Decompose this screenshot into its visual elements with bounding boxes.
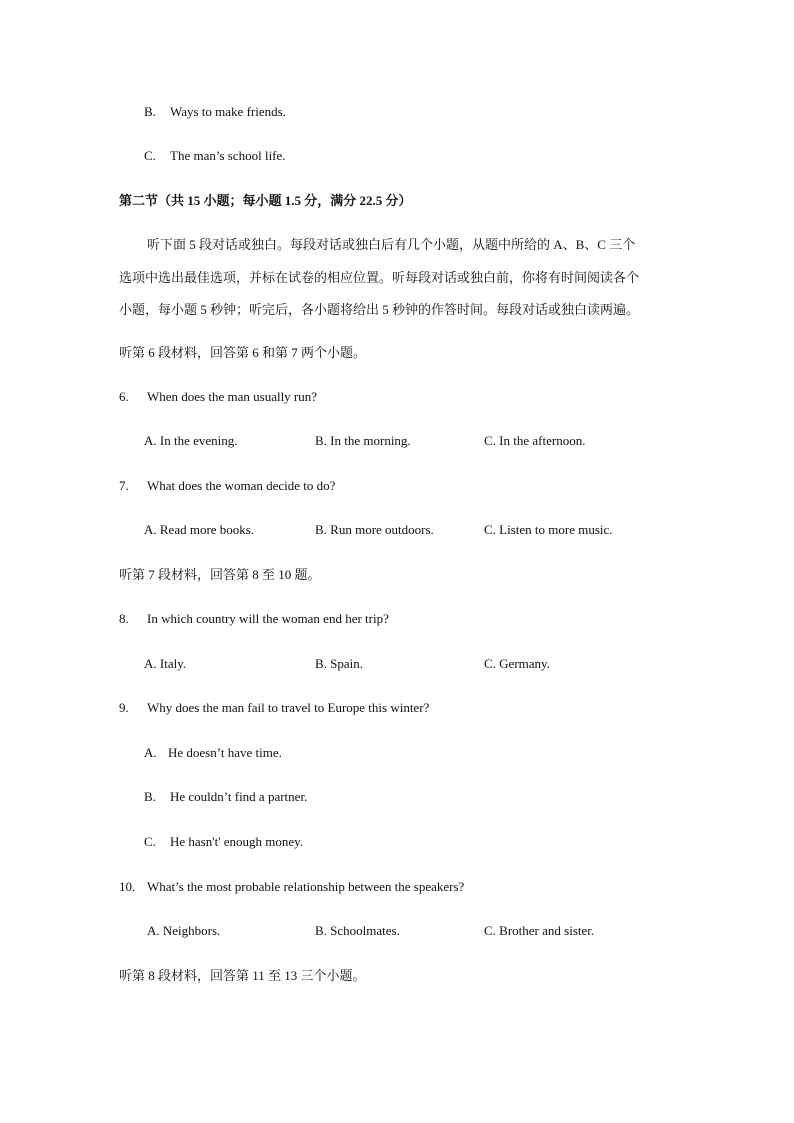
option-text: Ways to make friends.	[170, 104, 286, 119]
q10-option-a: A. Neighbors.	[147, 923, 221, 938]
question-7	[119, 478, 335, 494]
q7-option-a: A. Read more books.	[144, 522, 255, 537]
option-c	[144, 148, 286, 164]
q8-option-c: C. Germany.	[484, 656, 550, 671]
option-text: He doesn’t have time.	[168, 745, 282, 760]
question-text: When does the man usually run?	[147, 389, 318, 404]
q8-option-a: A. Italy.	[144, 656, 187, 671]
q9-option-b	[144, 789, 307, 805]
question-9	[119, 700, 429, 716]
question-text: In which country will the woman end her trip?	[147, 611, 389, 626]
q7-option-b: B. Run more outdoors.	[315, 522, 434, 537]
q9-option-c	[144, 834, 303, 850]
option-text: He couldn’t find a partner.	[170, 789, 308, 804]
q6-option-c: C. In the afternoon.	[484, 433, 586, 448]
passage-instruction-8: 听第 8 段材料，回答第 11 至 13 三个小题。	[119, 968, 366, 983]
instruction-line-1: 听下面 5 段对话或独白。每段对话或独白后有几个小题，从题中所给的 A、B、C 三个	[147, 237, 636, 252]
option-letter: B.	[144, 104, 156, 119]
question-number: 7.	[119, 478, 129, 493]
question-text: What does the woman decide to do?	[147, 478, 336, 493]
option-letter: B.	[144, 789, 156, 804]
instruction-line-2: 选项中选出最佳选项，并标在试卷的相应位置。听每段对话或独白前，你将有时间阅读各个	[119, 270, 640, 285]
option-letter: C.	[144, 148, 156, 163]
question-10	[119, 879, 464, 895]
question-number: 9.	[119, 700, 129, 715]
question-number: 6.	[119, 389, 129, 404]
q9-option-a	[144, 745, 282, 761]
option-b	[144, 104, 286, 120]
option-letter: A.	[144, 745, 157, 760]
option-text: He hasn't' enough money.	[170, 834, 304, 849]
passage-instruction-7: 听第 7 段材料，回答第 8 至 10 题。	[119, 567, 321, 582]
question-text: Why does the man fail to travel to Europe this winter?	[147, 700, 430, 715]
q10-option-b: B. Schoolmates.	[315, 923, 400, 938]
question-6	[119, 389, 317, 405]
q6-option-a: A. In the evening.	[144, 433, 238, 448]
question-text: What’s the most probable relationship between the speakers?	[147, 879, 465, 894]
passage-instruction-6: 听第 6 段材料，回答第 6 和第 7 两个小题。	[119, 345, 367, 360]
q6-option-b: B. In the morning.	[315, 433, 411, 448]
option-text: The man’s school life.	[170, 148, 286, 163]
question-number: 8.	[119, 611, 129, 626]
section-heading: 第二节（共 15 小题；每小题 1.5 分，满分 22.5 分）	[119, 193, 412, 208]
question-number: 10.	[119, 879, 136, 894]
q7-option-c: C. Listen to more music.	[484, 522, 613, 537]
q10-option-c: C. Brother and sister.	[484, 923, 595, 938]
question-8	[119, 611, 389, 627]
q8-option-b: B. Spain.	[315, 656, 364, 671]
option-letter: C.	[144, 834, 156, 849]
instruction-line-3: 小题，每小题 5 秒钟；听完后，各小题将给出 5 秒钟的作答时间。每段对话或独白读两遍。	[119, 302, 640, 317]
